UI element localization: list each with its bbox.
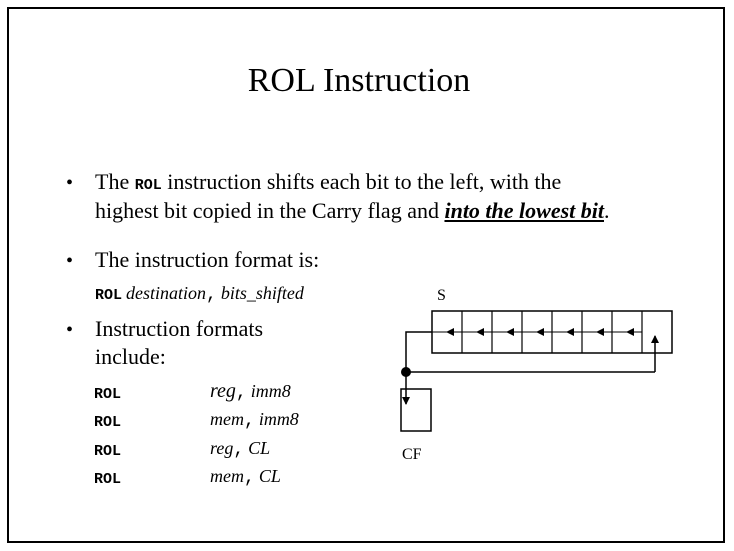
bullet-dot: • xyxy=(66,172,74,194)
format-row-op: ROL xyxy=(94,443,122,460)
format-row-b: imm8 xyxy=(250,381,291,401)
bullet3-line1: Instruction formats xyxy=(95,316,264,341)
bullet1-part2: instruction shifts each bit to the left, with the xyxy=(167,169,562,194)
format-op: ROL xyxy=(95,287,123,304)
cf-label: CF xyxy=(402,446,422,463)
format-row-sep: , xyxy=(244,468,255,488)
format-row-a: reg xyxy=(210,438,234,458)
rotate-path xyxy=(401,332,655,404)
format-row-sep: , xyxy=(244,411,255,431)
shift-arrows xyxy=(432,328,642,336)
bullet1-end: . xyxy=(604,198,610,223)
format-row-a: mem xyxy=(210,466,244,486)
format-arg1: destination xyxy=(126,283,207,303)
format-row-b: CL xyxy=(248,438,271,458)
slide-title: ROL Instruction xyxy=(247,62,471,99)
s-label: S xyxy=(437,287,446,304)
bullet-dot: • xyxy=(66,319,74,341)
format-row-sep: , xyxy=(235,383,247,403)
format-row-op: ROL xyxy=(94,471,122,488)
bullet1-emphasis: into the lowest bit xyxy=(444,198,604,223)
format-sep: , xyxy=(206,285,217,305)
format-row-sep: , xyxy=(233,440,245,460)
format-arg2: bits_shifted xyxy=(220,283,304,303)
format-row-op: ROL xyxy=(94,386,122,403)
bullet1-line2-text: highest bit copied in the Carry flag and xyxy=(95,198,439,223)
bullet3-line2: include: xyxy=(95,344,166,369)
format-row-op: ROL xyxy=(94,414,122,431)
format-row-a: mem xyxy=(210,409,244,429)
rol-code: ROL xyxy=(134,177,162,194)
format-row-a: reg xyxy=(210,380,236,402)
bullet2-text: The instruction format is: xyxy=(95,247,320,272)
bullet-dot: • xyxy=(66,250,74,272)
bullet1-part1: The xyxy=(95,169,130,194)
format-row-b: CL xyxy=(258,466,281,486)
format-row-b: imm8 xyxy=(258,409,299,429)
